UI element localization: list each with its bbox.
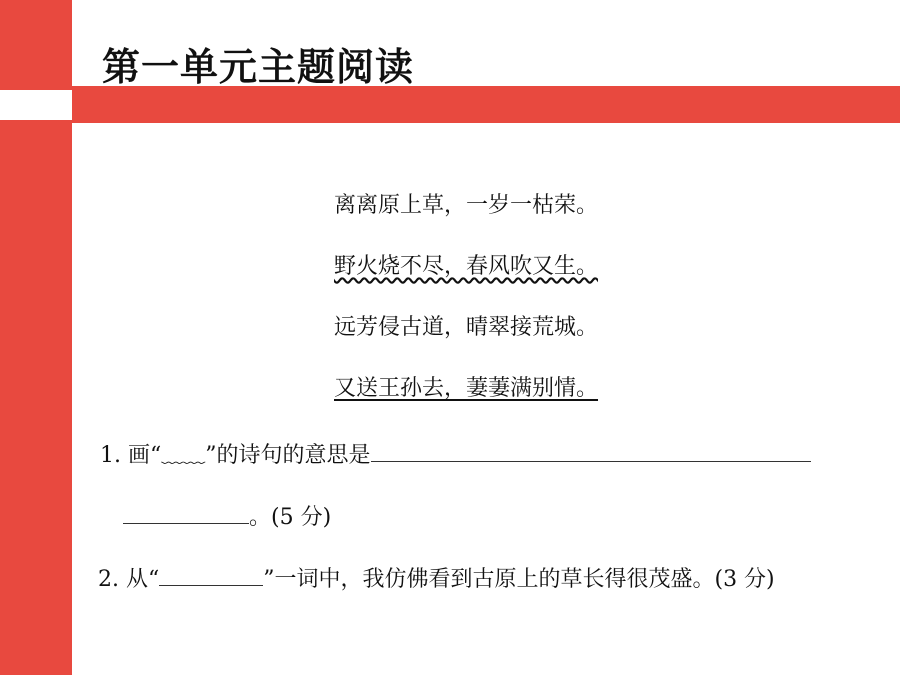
band-gap <box>0 90 72 120</box>
question-1-prefix: 1. 画“ <box>100 443 162 468</box>
left-accent-top <box>0 0 72 90</box>
question-2-prefix: 2. 从“ <box>98 567 160 592</box>
poem <box>334 190 654 434</box>
page-title: 第一单元主题阅读 <box>102 45 415 89</box>
question-1 <box>100 438 811 469</box>
question-1-suffix: ”的诗句的意思是 <box>205 443 371 468</box>
question-1-score: 。(5 分) <box>249 505 332 530</box>
question-2 <box>98 562 775 593</box>
answer-blank-2[interactable] <box>159 565 263 586</box>
answer-blank-1[interactable] <box>371 441 811 462</box>
header-band <box>72 86 900 123</box>
answer-blank-1b[interactable] <box>123 503 249 524</box>
question-1-continued <box>123 500 331 531</box>
poem-line-2: 野火烧不尽，春风吹又生。 <box>334 254 599 279</box>
wavy-mark-symbol: ﹏﹏ <box>161 443 206 468</box>
poem-line-4: 又送王孙去，萋萋满别情。 <box>334 376 599 401</box>
question-2-suffix: ”一词中，我仿佛看到古原上的草长得很茂盛。(3 分) <box>263 567 775 592</box>
poem-line-1: 离离原上草，一岁一枯荣。 <box>334 193 599 218</box>
poem-line-3: 远芳侵古道，晴翠接荒城。 <box>334 315 599 340</box>
